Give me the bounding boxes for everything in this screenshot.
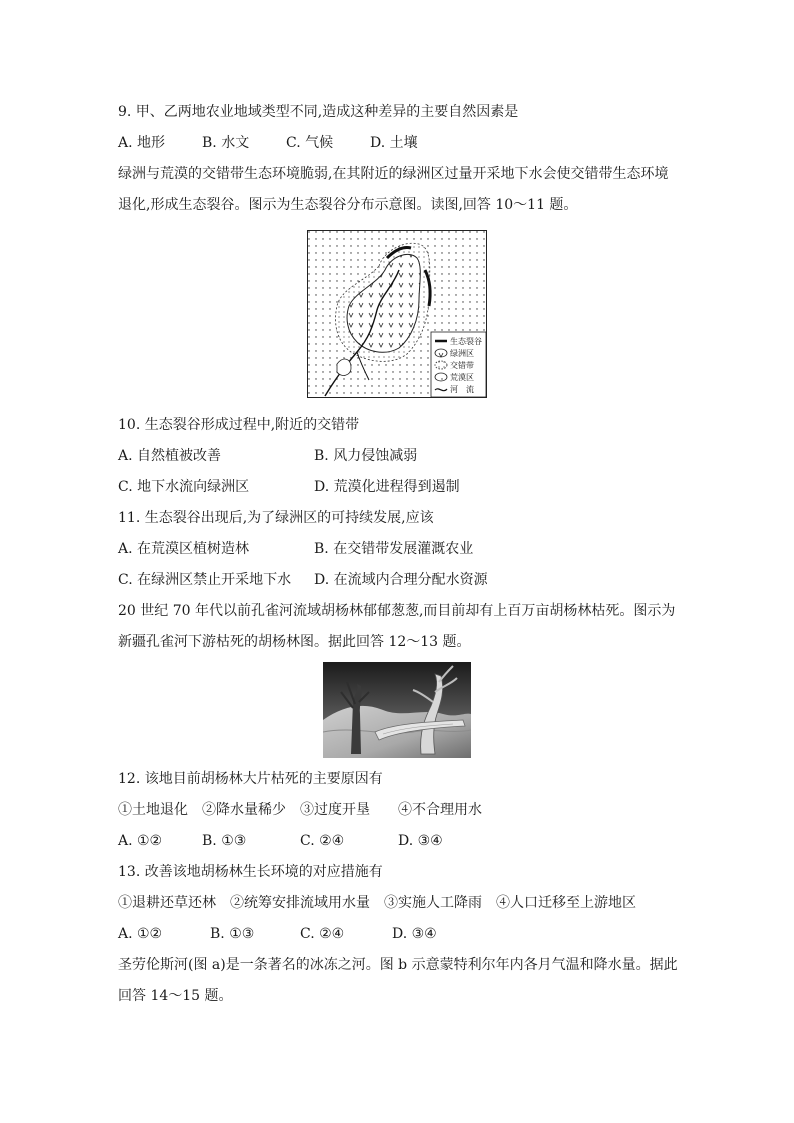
q10-option-a: A. 自然植被改善 — [118, 448, 222, 464]
q12-option-c: C. ②④ — [300, 833, 345, 849]
passage2-line2: 新疆孔雀河下游枯死的胡杨林图。据此回答 12～13 题。 — [118, 634, 471, 650]
q13-option-b: B. ①③ — [210, 926, 255, 942]
legend-desert: 荒漠区 — [450, 373, 474, 382]
q12-stem: 12. 该地目前胡杨林大片枯死的主要原因有 — [118, 771, 383, 787]
q9-option-a: A. 地形 — [118, 135, 166, 151]
q12-option-a: A. ①② — [118, 833, 163, 849]
q11-option-d: D. 在流域内合理分配水资源 — [314, 572, 488, 588]
legend-ecotone: 交错带 — [450, 361, 474, 370]
q11-option-a: A. 在荒漠区植树造林 — [118, 541, 250, 557]
q9-option-d: D. 土壤 — [370, 135, 418, 151]
passage3-line2: 回答 14～15 题。 — [118, 988, 233, 1004]
legend-oasis: 绿洲区 — [450, 349, 474, 358]
passage1-line2: 退化,形成生态裂谷。图示为生态裂谷分布示意图。读图,回答 10～11 题。 — [118, 197, 578, 213]
legend-rift: 生态裂谷 — [450, 337, 482, 346]
q11-stem: 11. 生态裂谷出现后,为了绿洲区的可持续发展,应该 — [118, 510, 434, 526]
q10-stem: 10. 生态裂谷形成过程中,附近的交错带 — [118, 417, 360, 433]
passage2-line1: 20 世纪 70 年代以前孔雀河流域胡杨林郁郁葱葱,而目前却有上百万亩胡杨林枯死。图示为 — [118, 603, 676, 619]
q10-option-d: D. 荒漠化进程得到遏制 — [314, 479, 460, 495]
q13-option-d: D. ③④ — [392, 926, 437, 942]
q13-option-a: A. ①② — [118, 926, 163, 942]
q10-option-c: C. 地下水流向绿洲区 — [118, 479, 250, 495]
q13-items: ①退耕还草还林 ②统筹安排流域用水量 ③实施人工降雨 ④人口迁移至上游地区 — [118, 895, 636, 911]
q10-option-b: B. 风力侵蚀减弱 — [314, 448, 418, 464]
dead-poplar-photo — [323, 662, 471, 758]
legend-river: 河 流 — [450, 385, 474, 394]
q11-option-b: B. 在交错带发展灌溉农业 — [314, 541, 474, 557]
ecological-rift-map — [307, 230, 487, 398]
q11-option-c: C. 在绿洲区禁止开采地下水 — [118, 572, 292, 588]
q13-stem: 13. 改善该地胡杨林生长环境的对应措施有 — [118, 864, 383, 880]
q12-option-b: B. ①③ — [202, 833, 247, 849]
q12-items: ①土地退化 ②降水量稀少 ③过度开垦 ④不合理用水 — [118, 802, 482, 818]
q9-stem: 9. 甲、乙两地农业地域类型不同,造成这种差异的主要自然因素是 — [118, 104, 519, 120]
q13-option-c: C. ②④ — [300, 926, 345, 942]
q9-option-c: C. 气候 — [286, 135, 334, 151]
passage1-line1: 绿洲与荒漠的交错带生态环境脆弱,在其附近的绿洲区过量开采地下水会使交错带生态环境 — [118, 166, 669, 182]
passage3-line1: 圣劳伦斯河(图 a)是一条著名的冰冻之河。图 b 示意蒙特利尔年内各月气温和降水量。据此 — [118, 957, 678, 973]
q9-option-b: B. 水文 — [202, 135, 250, 151]
q12-option-d: D. ③④ — [398, 833, 443, 849]
